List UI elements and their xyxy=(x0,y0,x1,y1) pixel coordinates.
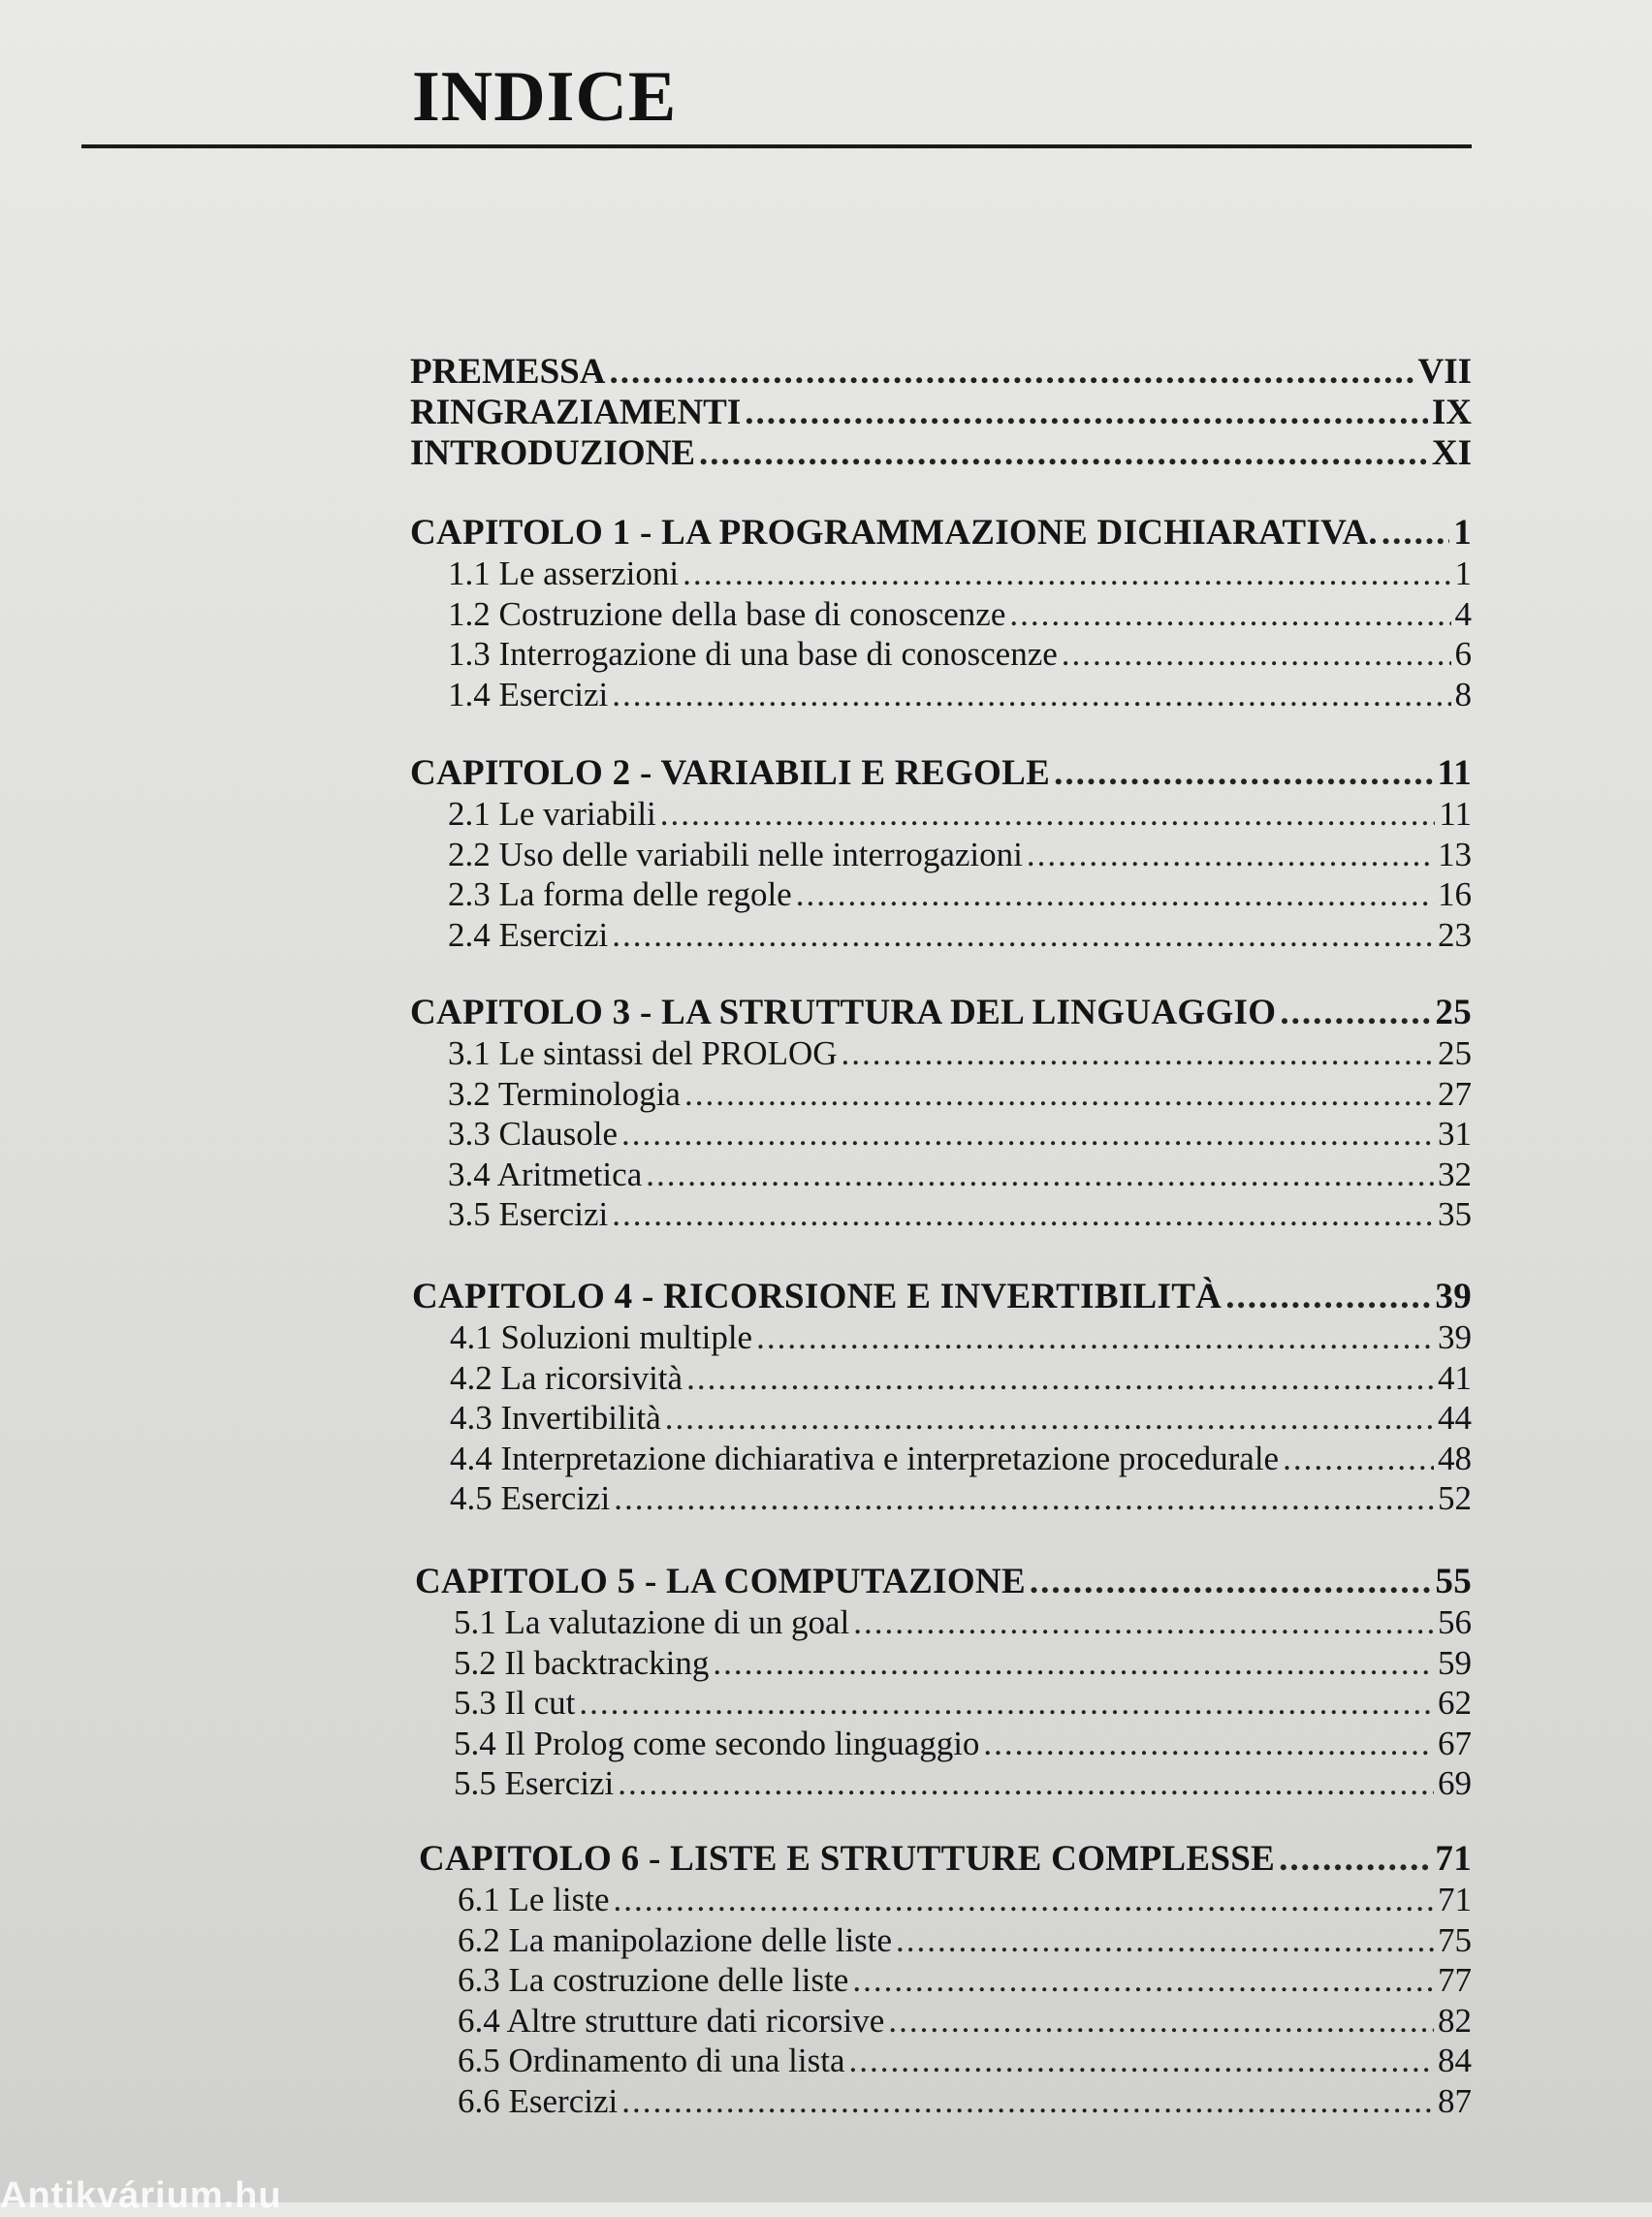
chapter-heading xyxy=(410,752,1472,794)
section-entry-page-number: 48 xyxy=(1438,1439,1472,1477)
chapter-heading-label: CAPITOLO 5 - LA COMPUTAZIONE xyxy=(415,1562,1026,1601)
dot-leader xyxy=(853,1603,1434,1642)
dot-leader xyxy=(621,2082,1434,2121)
section-entry-label: 1.3 Interrogazione di una base di conoscenze xyxy=(448,635,1058,673)
section-entry-label: 6.6 Esercizi xyxy=(458,2081,619,2120)
dot-leader xyxy=(646,1156,1434,1194)
dot-leader xyxy=(842,1034,1434,1073)
section-entry xyxy=(448,1075,1472,1114)
section-entry xyxy=(448,916,1472,955)
section-entry xyxy=(448,795,1472,834)
section-entry xyxy=(450,1359,1472,1398)
section-entry xyxy=(458,2082,1472,2121)
section-entry-label: 2.4 Esercizi xyxy=(448,915,609,954)
chapter-heading-label: CAPITOLO 4 - RICORSIONE E INVERTIBILITÀ xyxy=(412,1277,1223,1316)
section-entry-label: 5.2 Il backtracking xyxy=(454,1643,710,1682)
section-entry-label: 5.1 La valutazione di un goal xyxy=(454,1603,850,1641)
section-entry xyxy=(448,1156,1472,1194)
section-entry-label: 1.2 Costruzione della base di conoscenze xyxy=(448,594,1006,633)
front-matter-entry xyxy=(410,432,1472,474)
section-entry xyxy=(450,1440,1472,1478)
section-entry xyxy=(448,1115,1472,1154)
section-entry-label: 2.1 Le variabili xyxy=(448,795,656,833)
section-entry xyxy=(458,1961,1472,2000)
section-entry-page-number: 8 xyxy=(1454,675,1472,713)
dot-leader xyxy=(896,1921,1434,1960)
front-matter-entry-page-number: IX xyxy=(1431,393,1472,432)
section-entry-page-number: 39 xyxy=(1438,1318,1472,1356)
dot-leader xyxy=(612,676,1450,714)
front-matter-entry-page-number: XI xyxy=(1431,433,1472,473)
dot-leader xyxy=(665,1399,1434,1438)
section-entry-page-number: 52 xyxy=(1438,1479,1472,1517)
section-entry-page-number: 25 xyxy=(1438,1034,1472,1072)
chapter-heading-page-number: 25 xyxy=(1435,993,1472,1032)
section-entry-page-number: 35 xyxy=(1438,1195,1472,1233)
dot-leader xyxy=(888,2002,1434,2041)
dot-leader xyxy=(609,351,1414,393)
front-matter-entry-label: PREMESSA xyxy=(410,352,606,392)
chapter-heading-label: CAPITOLO 3 - LA STRUTTURA DEL LINGUAGGIO xyxy=(410,993,1277,1032)
front-matter-entry xyxy=(410,392,1472,433)
chapter-heading xyxy=(410,512,1472,554)
chapter-heading-page-number: 1 xyxy=(1453,513,1472,553)
section-entry-page-number: 1 xyxy=(1454,554,1472,592)
section-entry-page-number: 87 xyxy=(1438,2081,1472,2120)
section-entry-label: 6.5 Ordinamento di una lista xyxy=(458,2042,845,2079)
section-entry xyxy=(458,1881,1472,1919)
dot-leader xyxy=(1279,1838,1431,1880)
section-entry-page-number: 75 xyxy=(1438,1920,1472,1959)
section-entry-page-number: 41 xyxy=(1438,1358,1472,1397)
section-entry-page-number: 31 xyxy=(1438,1115,1472,1153)
front-matter-entry xyxy=(410,351,1472,393)
dot-leader xyxy=(612,1195,1434,1234)
section-entry xyxy=(450,1479,1472,1518)
section-entry xyxy=(450,1318,1472,1357)
dot-leader xyxy=(699,432,1428,474)
section-entry-label: 4.2 La ricorsività xyxy=(450,1358,683,1397)
dot-leader xyxy=(756,1318,1434,1357)
section-entry-label: 3.5 Esercizi xyxy=(448,1195,609,1233)
section-entry-label: 1.1 Le asserzioni xyxy=(448,554,680,592)
section-entry-page-number: 67 xyxy=(1438,1724,1472,1762)
dot-leader xyxy=(686,1359,1434,1398)
dot-leader xyxy=(849,2042,1434,2080)
section-entry xyxy=(448,836,1472,874)
section-entry xyxy=(454,1764,1472,1803)
section-entry xyxy=(454,1725,1472,1763)
dot-leader xyxy=(1054,752,1433,794)
dot-leader xyxy=(1280,992,1431,1033)
dot-leader xyxy=(1283,1440,1434,1478)
section-entry xyxy=(454,1684,1472,1723)
section-entry-label: 5.5 Esercizi xyxy=(454,1764,615,1802)
dot-leader xyxy=(684,1075,1434,1114)
section-entry xyxy=(458,2042,1472,2080)
chapter-heading xyxy=(419,1838,1472,1880)
chapter-heading xyxy=(412,1276,1472,1317)
section-entry-page-number: 59 xyxy=(1438,1643,1472,1682)
section-entry-label: 6.4 Altre strutture dati ricorsive xyxy=(458,2001,885,2040)
dot-leader xyxy=(745,392,1428,433)
dot-leader xyxy=(621,1115,1434,1154)
section-entry-label: 6.3 La costruzione delle liste xyxy=(458,1961,849,1999)
section-entry-page-number: 56 xyxy=(1438,1603,1472,1641)
section-entry-label: 4.5 Esercizi xyxy=(450,1479,611,1517)
section-entry xyxy=(448,595,1472,634)
section-entry xyxy=(458,2002,1472,2041)
dot-leader xyxy=(1062,635,1451,674)
section-entry-label: 6.1 Le liste xyxy=(458,1881,610,1918)
section-entry-label: 4.1 Soluzioni multiple xyxy=(450,1318,753,1356)
dot-leader xyxy=(852,1961,1434,2000)
section-entry-label: 3.3 Clausole xyxy=(448,1115,618,1153)
chapter-heading-label: CAPITOLO 1 - LA PROGRAMMAZIONE DICHIARATIVA. xyxy=(410,513,1378,553)
dot-leader xyxy=(1225,1276,1431,1317)
section-entry-label: 2.2 Uso delle variabili nelle interrogazioni xyxy=(448,835,1023,873)
chapter-heading-page-number: 39 xyxy=(1435,1277,1472,1316)
section-entry xyxy=(448,635,1472,674)
section-entry-label: 1.4 Esercizi xyxy=(448,675,609,713)
section-entry-page-number: 13 xyxy=(1438,835,1472,873)
chapter-heading-label: CAPITOLO 2 - VARIABILI E REGOLE xyxy=(410,753,1051,793)
chapter-heading xyxy=(410,992,1472,1033)
section-entry-label: 5.4 Il Prolog come secondo linguaggio xyxy=(454,1724,980,1762)
chapter-heading-page-number: 71 xyxy=(1435,1839,1472,1879)
section-entry-page-number: 4 xyxy=(1454,594,1472,633)
dot-leader xyxy=(983,1725,1434,1763)
section-entry xyxy=(448,1195,1472,1234)
dot-leader xyxy=(614,1479,1434,1518)
section-entry-label: 4.4 Interpretazione dichiarativa e interpretazione procedurale xyxy=(450,1439,1280,1477)
dot-leader xyxy=(683,554,1450,593)
chapter-heading-page-number: 55 xyxy=(1435,1562,1472,1601)
section-entry-label: 3.4 Aritmetica xyxy=(448,1155,643,1193)
chapter-heading-page-number: 11 xyxy=(1437,753,1472,793)
section-entry-page-number: 77 xyxy=(1438,1961,1472,1999)
page-title: INDICE xyxy=(412,57,678,137)
dot-leader xyxy=(612,916,1434,955)
section-entry xyxy=(448,1034,1472,1073)
section-entry-page-number: 11 xyxy=(1439,795,1472,833)
watermark-logo: Antikvárium.hu xyxy=(0,2175,282,2216)
dot-leader xyxy=(618,1764,1434,1803)
section-entry-label: 6.2 La manipolazione delle liste xyxy=(458,1920,893,1959)
section-entry xyxy=(450,1399,1472,1438)
section-entry xyxy=(448,875,1472,914)
section-entry xyxy=(448,676,1472,714)
chapter-heading xyxy=(415,1561,1472,1602)
section-entry-page-number: 27 xyxy=(1438,1074,1472,1113)
section-entry xyxy=(448,554,1472,593)
section-entry-page-number: 23 xyxy=(1438,915,1472,954)
dot-leader xyxy=(660,795,1436,834)
dot-leader xyxy=(1030,1561,1431,1602)
section-entry-page-number: 62 xyxy=(1438,1684,1472,1722)
front-matter-entry-page-number: VII xyxy=(1417,352,1472,392)
dot-leader xyxy=(796,875,1434,914)
dot-leader xyxy=(1027,836,1434,874)
dot-leader xyxy=(1009,595,1450,634)
section-entry xyxy=(458,1921,1472,1960)
section-entry-label: 4.3 Invertibilità xyxy=(450,1399,661,1437)
section-entry-page-number: 44 xyxy=(1438,1399,1472,1437)
section-entry-label: 2.3 La forma delle regole xyxy=(448,875,792,913)
section-entry-page-number: 6 xyxy=(1454,635,1472,673)
chapter-heading-label: CAPITOLO 6 - LISTE E STRUTTURE COMPLESSE xyxy=(419,1839,1276,1879)
section-entry-page-number: 84 xyxy=(1438,2042,1472,2079)
front-matter-entry-label: RINGRAZIAMENTI xyxy=(410,393,742,432)
section-entry-page-number: 71 xyxy=(1438,1881,1472,1918)
dot-leader xyxy=(713,1644,1434,1683)
section-entry-label: 5.3 Il cut xyxy=(454,1684,576,1722)
section-entry-page-number: 32 xyxy=(1438,1155,1472,1193)
front-matter-entry-label: INTRODUZIONE xyxy=(410,433,695,473)
section-entry xyxy=(454,1603,1472,1642)
section-entry-page-number: 69 xyxy=(1438,1764,1472,1802)
section-entry xyxy=(454,1644,1472,1683)
dot-leader xyxy=(1382,512,1449,554)
dot-leader xyxy=(579,1684,1434,1723)
dot-leader xyxy=(614,1881,1435,1919)
section-entry-label: 3.2 Terminologia xyxy=(448,1074,681,1113)
section-entry-page-number: 16 xyxy=(1438,875,1472,913)
section-entry-page-number: 82 xyxy=(1438,2001,1472,2040)
section-entry-label: 3.1 Le sintassi del PROLOG xyxy=(448,1034,838,1072)
